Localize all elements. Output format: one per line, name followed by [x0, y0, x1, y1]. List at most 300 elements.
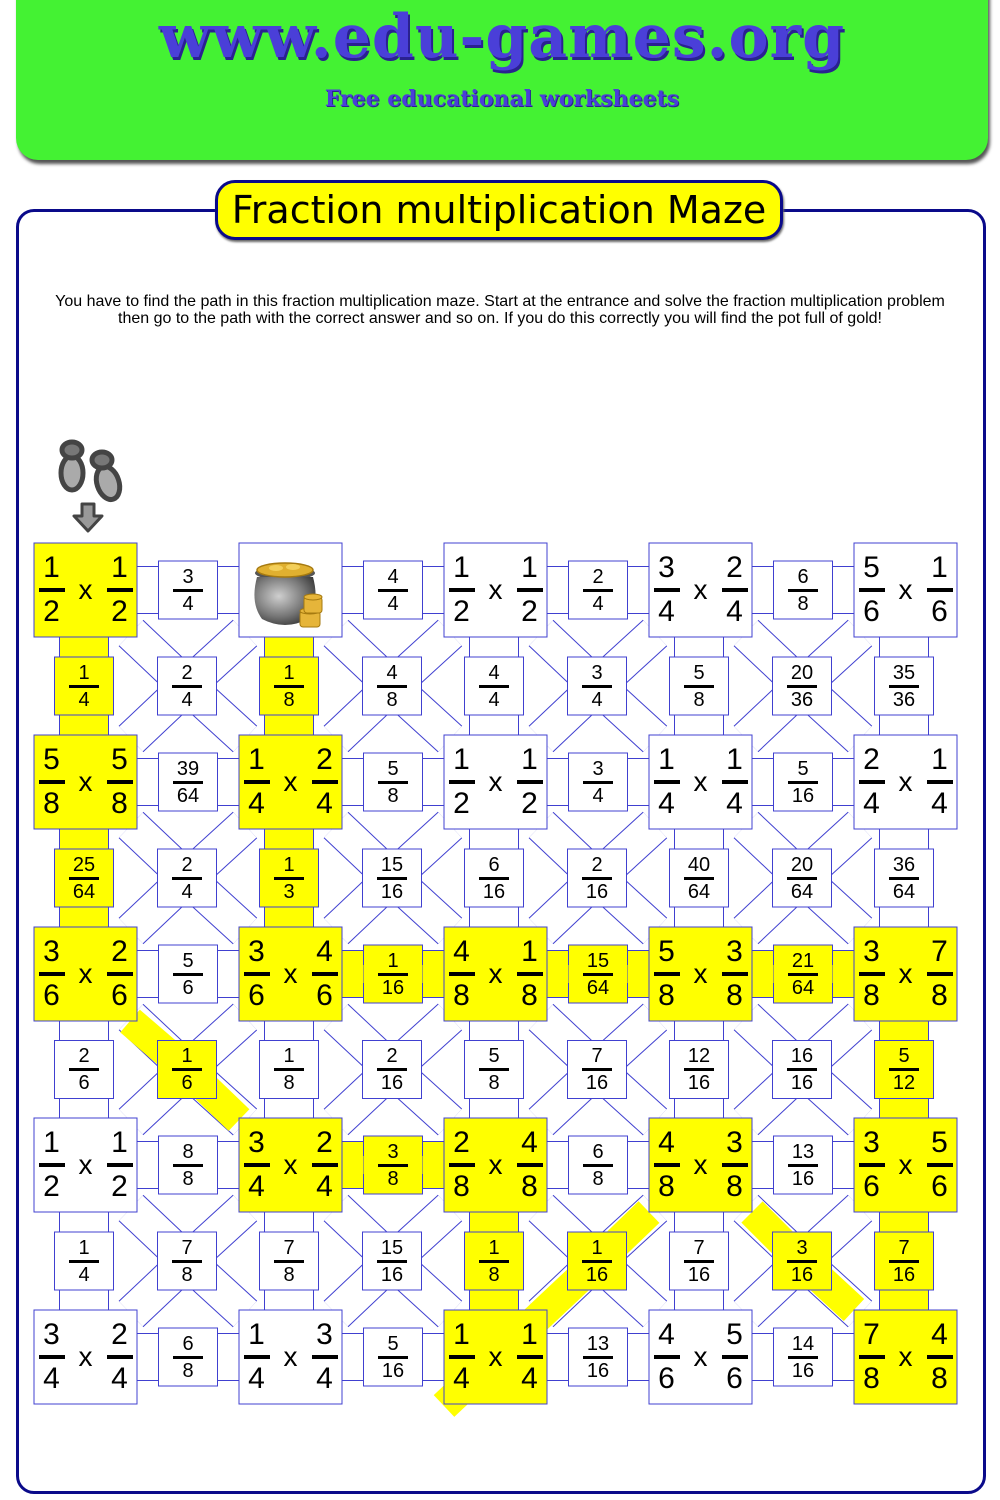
- fraction-bar: [722, 780, 748, 784]
- answer-cell[interactable]: [260, 849, 319, 907]
- denominator: 4: [78, 688, 90, 711]
- denominator: 64: [791, 976, 815, 999]
- fraction-bar: [172, 1260, 202, 1263]
- answer-fraction: [479, 855, 509, 902]
- answer-fraction: [274, 1046, 304, 1093]
- fraction-bar: [39, 1355, 65, 1359]
- answer-cell[interactable]: [875, 1041, 934, 1099]
- problem-cell[interactable]: [649, 735, 752, 829]
- numerator: 1: [78, 1236, 90, 1259]
- numerator: 5: [43, 743, 60, 776]
- problem-cell[interactable]: [239, 1118, 342, 1212]
- denominator: 16: [791, 784, 815, 807]
- answer-cell[interactable]: [569, 1136, 628, 1194]
- denominator: 2: [43, 1170, 60, 1203]
- answer-cell[interactable]: [568, 1041, 627, 1099]
- fraction-bar: [107, 780, 133, 784]
- fraction-b: [722, 1320, 748, 1394]
- problem-cell[interactable]: [854, 927, 957, 1021]
- answer-fraction: [787, 663, 817, 710]
- fraction-bar: [684, 685, 714, 688]
- answer-cell[interactable]: [774, 1328, 833, 1386]
- numerator: 3: [248, 1126, 265, 1159]
- fraction-bar: [312, 972, 338, 976]
- denominator: 6: [316, 979, 333, 1012]
- answer-fraction: [788, 1142, 818, 1189]
- answer-fraction: [173, 567, 203, 614]
- fraction-bar: [244, 1163, 270, 1167]
- numerator: 7: [283, 1236, 295, 1259]
- fraction-b: [722, 1128, 748, 1202]
- numerator: 4: [488, 661, 500, 684]
- problem-cell[interactable]: [239, 1310, 342, 1404]
- answer-cell[interactable]: [875, 849, 934, 907]
- denominator: 4: [181, 880, 193, 903]
- numerator: 2: [726, 551, 743, 584]
- fraction-b: [927, 937, 953, 1011]
- numerator: 2: [111, 935, 128, 968]
- multiply-sign: x: [78, 1341, 93, 1372]
- numerator: 5: [863, 551, 880, 584]
- denominator: 36: [892, 688, 916, 711]
- numerator: 1: [78, 661, 90, 684]
- answer-cell[interactable]: [260, 1041, 319, 1099]
- answer-cell[interactable]: [55, 657, 114, 715]
- answer-cell[interactable]: [465, 849, 524, 907]
- denominator: 8: [453, 1170, 470, 1203]
- numerator: 6: [182, 1332, 194, 1355]
- numerator: 4: [931, 1318, 948, 1351]
- problem-cell[interactable]: [649, 543, 752, 637]
- numerator: 25: [72, 853, 96, 876]
- answer-cell[interactable]: [260, 1232, 319, 1290]
- answer-fraction: [479, 663, 509, 710]
- answer-cell[interactable]: [363, 1041, 422, 1099]
- fraction-bar: [927, 1163, 953, 1167]
- answer-fraction: [172, 663, 202, 710]
- problem-cell[interactable]: [854, 1310, 957, 1404]
- numerator: 5: [182, 949, 194, 972]
- fraction-bar: [582, 877, 612, 880]
- numerator: 6: [592, 1140, 604, 1163]
- answer-cell[interactable]: [773, 1232, 832, 1290]
- problem-cell[interactable]: [34, 735, 137, 829]
- fraction-a: [449, 1128, 475, 1202]
- fraction-b: [517, 553, 543, 627]
- numerator: 13: [586, 1332, 610, 1355]
- numerator: 3: [796, 1236, 808, 1259]
- fraction-bar: [859, 1355, 885, 1359]
- answer-fraction: [173, 1334, 203, 1381]
- answer-cell[interactable]: [774, 1136, 833, 1194]
- denominator: 4: [248, 1362, 265, 1395]
- answer-cell[interactable]: [159, 1328, 218, 1386]
- answer-cell[interactable]: [773, 657, 832, 715]
- fraction-b: [927, 1320, 953, 1394]
- answer-cell[interactable]: [260, 657, 319, 715]
- fraction-b: [107, 1320, 133, 1394]
- numerator: 3: [248, 935, 265, 968]
- numerator: 6: [797, 565, 809, 588]
- answer-fraction: [583, 1334, 613, 1381]
- numerator: 2: [181, 853, 193, 876]
- fraction-bar: [172, 877, 202, 880]
- fraction-bar: [39, 972, 65, 976]
- numerator: 3: [658, 551, 675, 584]
- problem-cell[interactable]: [444, 1118, 547, 1212]
- answer-fraction: [479, 1238, 509, 1285]
- fraction-bar: [787, 877, 817, 880]
- fraction-bar: [583, 1164, 613, 1167]
- fraction-bar: [927, 1355, 953, 1359]
- denominator: 8: [488, 1263, 500, 1286]
- fraction-b: [927, 553, 953, 627]
- denominator: 8: [386, 688, 398, 711]
- numerator: 3: [591, 661, 603, 684]
- fraction-bar: [787, 1260, 817, 1263]
- fraction-b: [312, 745, 338, 819]
- answer-cell[interactable]: [774, 945, 833, 1003]
- multiply-sign: x: [78, 766, 93, 797]
- fraction-b: [722, 937, 748, 1011]
- fraction-a: [449, 1320, 475, 1394]
- answer-fraction: [582, 855, 612, 902]
- denominator: 3: [283, 880, 295, 903]
- problem-cell[interactable]: [649, 1118, 752, 1212]
- fraction-bar: [69, 877, 99, 880]
- numerator: 7: [591, 1045, 603, 1067]
- multiply-sign: x: [898, 958, 913, 989]
- fraction-a: [39, 1320, 65, 1394]
- answer-fraction: [173, 759, 203, 806]
- numerator: 1: [931, 551, 948, 584]
- numerator: 1: [387, 949, 399, 972]
- answer-fraction: [378, 567, 408, 614]
- denominator: 4: [78, 1263, 90, 1286]
- multiply-sign: x: [78, 574, 93, 605]
- fraction-b: [517, 1320, 543, 1394]
- answer-cell[interactable]: [465, 1041, 524, 1099]
- fraction-bar: [654, 780, 680, 784]
- denominator: 16: [687, 1263, 711, 1286]
- fraction-a: [859, 937, 885, 1011]
- denominator: 64: [176, 784, 200, 807]
- fraction-bar: [582, 685, 612, 688]
- problem-cell[interactable]: [444, 735, 547, 829]
- denominator: 6: [726, 1362, 743, 1395]
- fraction-bar: [39, 588, 65, 592]
- problem-cell[interactable]: [444, 543, 547, 637]
- fraction-bar: [517, 972, 543, 976]
- answer-fraction: [582, 1046, 612, 1093]
- answer-cell[interactable]: [568, 849, 627, 907]
- denominator: 2: [521, 595, 538, 628]
- numerator: 3: [863, 1126, 880, 1159]
- denominator: 4: [592, 592, 604, 615]
- answer-cell[interactable]: [364, 753, 423, 811]
- denominator: 4: [591, 688, 603, 711]
- fraction-bar: [582, 1068, 612, 1071]
- fraction-bar: [582, 1260, 612, 1263]
- numerator: 7: [931, 935, 948, 968]
- answer-cell[interactable]: [159, 753, 218, 811]
- denominator: 4: [592, 784, 604, 807]
- problem-cell[interactable]: [854, 543, 957, 637]
- fraction-b: [312, 937, 338, 1011]
- fraction-a: [449, 745, 475, 819]
- fraction-a: [39, 1128, 65, 1202]
- answer-cell[interactable]: [670, 657, 729, 715]
- answer-fraction: [172, 1238, 202, 1285]
- answer-cell[interactable]: [568, 657, 627, 715]
- denominator: 16: [585, 880, 609, 903]
- denominator: 16: [586, 1359, 610, 1382]
- numerator: 20: [790, 661, 814, 684]
- answer-fraction: [788, 759, 818, 806]
- denominator: 8: [453, 979, 470, 1012]
- numerator: 5: [898, 1045, 910, 1067]
- denominator: 8: [592, 1167, 604, 1190]
- denominator: 8: [797, 592, 809, 615]
- fraction-bar: [479, 1068, 509, 1071]
- fraction-bar: [107, 1163, 133, 1167]
- numerator: 15: [380, 853, 404, 876]
- problem-cell[interactable]: [34, 927, 137, 1021]
- multiply-sign: x: [283, 958, 298, 989]
- answer-cell[interactable]: [158, 1232, 217, 1290]
- answer-cell[interactable]: [875, 1232, 934, 1290]
- fraction-bar: [889, 1068, 919, 1071]
- numerator: 2: [316, 1126, 333, 1159]
- numerator: 3: [726, 935, 743, 968]
- answer-cell[interactable]: [670, 1041, 729, 1099]
- answer-fraction: [889, 663, 919, 710]
- fraction-a: [39, 937, 65, 1011]
- answer-cell[interactable]: [159, 1136, 218, 1194]
- answer-cell[interactable]: [159, 945, 218, 1003]
- fraction-b: [107, 553, 133, 627]
- fraction-a: [654, 937, 680, 1011]
- denominator: 12: [892, 1072, 916, 1094]
- fraction-bar: [378, 781, 408, 784]
- denominator: 4: [658, 595, 675, 628]
- answer-cell[interactable]: [55, 1232, 114, 1290]
- numerator: 2: [592, 565, 604, 588]
- answer-cell[interactable]: [364, 1136, 423, 1194]
- answer-cell[interactable]: [875, 657, 934, 715]
- fraction-bar: [859, 588, 885, 592]
- fraction-bar: [684, 1068, 714, 1071]
- multiply-sign: x: [898, 1149, 913, 1180]
- problem-cell[interactable]: [239, 927, 342, 1021]
- problem-cell[interactable]: [444, 927, 547, 1021]
- fraction-bar: [684, 877, 714, 880]
- fraction-a: [859, 745, 885, 819]
- multiply-sign: x: [283, 766, 298, 797]
- numerator: 21: [791, 949, 815, 972]
- answer-fraction: [788, 1334, 818, 1381]
- answer-cell[interactable]: [773, 849, 832, 907]
- site-title: www.edu-games.org: [158, 2, 846, 72]
- problem-cell[interactable]: [649, 1310, 752, 1404]
- problem-cell[interactable]: [34, 543, 137, 637]
- denominator: 6: [931, 595, 948, 628]
- denominator: 16: [380, 880, 404, 903]
- fraction-bar: [378, 1356, 408, 1359]
- denominator: 2: [453, 595, 470, 628]
- answer-cell[interactable]: [55, 849, 114, 907]
- answer-fraction: [377, 855, 407, 902]
- numerator: 15: [380, 1236, 404, 1259]
- answer-fraction: [684, 1238, 714, 1285]
- denominator: 16: [892, 1263, 916, 1286]
- answer-fraction: [583, 1142, 613, 1189]
- answer-cell[interactable]: [774, 561, 833, 619]
- answer-cell[interactable]: [363, 657, 422, 715]
- fraction-bar: [449, 780, 475, 784]
- answer-cell[interactable]: [569, 1328, 628, 1386]
- multiply-sign: x: [78, 958, 93, 989]
- answer-cell[interactable]: [569, 945, 628, 1003]
- numerator: 5: [387, 757, 399, 780]
- answer-cell[interactable]: [364, 561, 423, 619]
- numerator: 1: [521, 935, 538, 968]
- numerator: 5: [111, 743, 128, 776]
- answer-cell[interactable]: [158, 849, 217, 907]
- fraction-bar: [107, 588, 133, 592]
- problem-cell[interactable]: [854, 1118, 957, 1212]
- numerator: 15: [586, 949, 610, 972]
- fraction-a: [244, 1128, 270, 1202]
- problem-cell[interactable]: [444, 1310, 547, 1404]
- denominator: 8: [283, 1072, 295, 1094]
- denominator: 8: [182, 1167, 194, 1190]
- fraction-b: [312, 1128, 338, 1202]
- fraction-bar: [274, 685, 304, 688]
- problem-cell[interactable]: [34, 1118, 137, 1212]
- denominator: 16: [790, 1072, 814, 1094]
- denominator: 8: [658, 1170, 675, 1203]
- answer-cell[interactable]: [569, 753, 628, 811]
- denominator: 6: [248, 979, 265, 1012]
- answer-fraction: [684, 1046, 714, 1093]
- denominator: 4: [182, 592, 194, 615]
- denominator: 4: [248, 787, 265, 820]
- fraction-bar: [312, 1355, 338, 1359]
- numerator: 4: [658, 1318, 675, 1351]
- answer-fraction: [172, 855, 202, 902]
- fraction-bar: [173, 589, 203, 592]
- fraction-bar: [377, 877, 407, 880]
- answer-cell[interactable]: [158, 657, 217, 715]
- numerator: 2: [591, 853, 603, 876]
- answer-cell[interactable]: [670, 1232, 729, 1290]
- answer-fraction: [787, 1046, 817, 1093]
- fraction-bar: [927, 972, 953, 976]
- fraction-a: [244, 937, 270, 1011]
- multiply-sign: x: [283, 1149, 298, 1180]
- answer-cell[interactable]: [364, 1328, 423, 1386]
- answer-cell[interactable]: [364, 945, 423, 1003]
- fraction-bar: [787, 685, 817, 688]
- numerator: 1: [521, 1318, 538, 1351]
- answer-fraction: [378, 1142, 408, 1189]
- denominator: 4: [488, 688, 500, 711]
- numerator: 5: [387, 1332, 399, 1355]
- answer-cell[interactable]: [774, 753, 833, 811]
- multiply-sign: x: [898, 766, 913, 797]
- problem-cell[interactable]: [34, 1310, 137, 1404]
- multiply-sign: x: [488, 766, 503, 797]
- numerator: 2: [181, 661, 193, 684]
- denominator: 36: [790, 688, 814, 711]
- answer-cell[interactable]: [465, 657, 524, 715]
- fraction-bar: [39, 1163, 65, 1167]
- numerator: 1: [283, 853, 295, 876]
- denominator: 16: [791, 1359, 815, 1382]
- fraction-bar: [654, 1163, 680, 1167]
- answer-cell[interactable]: [670, 849, 729, 907]
- numerator: 1: [453, 551, 470, 584]
- numerator: 5: [693, 661, 705, 684]
- fraction-bar: [684, 1260, 714, 1263]
- numerator: 35: [892, 661, 916, 684]
- numerator: 4: [658, 1126, 675, 1159]
- denominator: 4: [316, 1170, 333, 1203]
- fraction-a: [244, 1320, 270, 1394]
- denominator: 16: [585, 1072, 609, 1094]
- answer-cell[interactable]: [363, 1232, 422, 1290]
- denominator: 8: [111, 787, 128, 820]
- fraction-b: [517, 1128, 543, 1202]
- numerator: 40: [687, 853, 711, 876]
- denominator: 2: [453, 787, 470, 820]
- answer-fraction: [274, 855, 304, 902]
- answer-fraction: [69, 1046, 99, 1093]
- fraction-bar: [583, 973, 613, 976]
- numerator: 14: [791, 1332, 815, 1355]
- fraction-b: [722, 745, 748, 819]
- fraction-bar: [173, 1356, 203, 1359]
- answer-cell[interactable]: [465, 1232, 524, 1290]
- fraction-bar: [788, 1164, 818, 1167]
- answer-cell[interactable]: [568, 1232, 627, 1290]
- answer-cell[interactable]: [773, 1041, 832, 1099]
- answer-cell[interactable]: [158, 1041, 217, 1099]
- numerator: 5: [488, 1045, 500, 1067]
- answer-fraction: [583, 951, 613, 998]
- multiply-sign: x: [488, 1149, 503, 1180]
- answer-cell[interactable]: [569, 561, 628, 619]
- numerator: 7: [863, 1318, 880, 1351]
- answer-fraction: [173, 951, 203, 998]
- fraction-a: [859, 553, 885, 627]
- denominator: 6: [182, 976, 194, 999]
- answer-cell[interactable]: [363, 849, 422, 907]
- denominator: 64: [586, 976, 610, 999]
- problem-cell[interactable]: [649, 927, 752, 1021]
- denominator: 4: [863, 787, 880, 820]
- denominator: 4: [181, 688, 193, 711]
- problem-cell[interactable]: [239, 735, 342, 829]
- fraction-bar: [377, 1260, 407, 1263]
- answer-fraction: [889, 1238, 919, 1285]
- problem-cell[interactable]: [854, 735, 957, 829]
- denominator: 16: [790, 1263, 814, 1286]
- answer-cell[interactable]: [55, 1041, 114, 1099]
- answer-cell[interactable]: [159, 561, 218, 619]
- fraction-a: [449, 937, 475, 1011]
